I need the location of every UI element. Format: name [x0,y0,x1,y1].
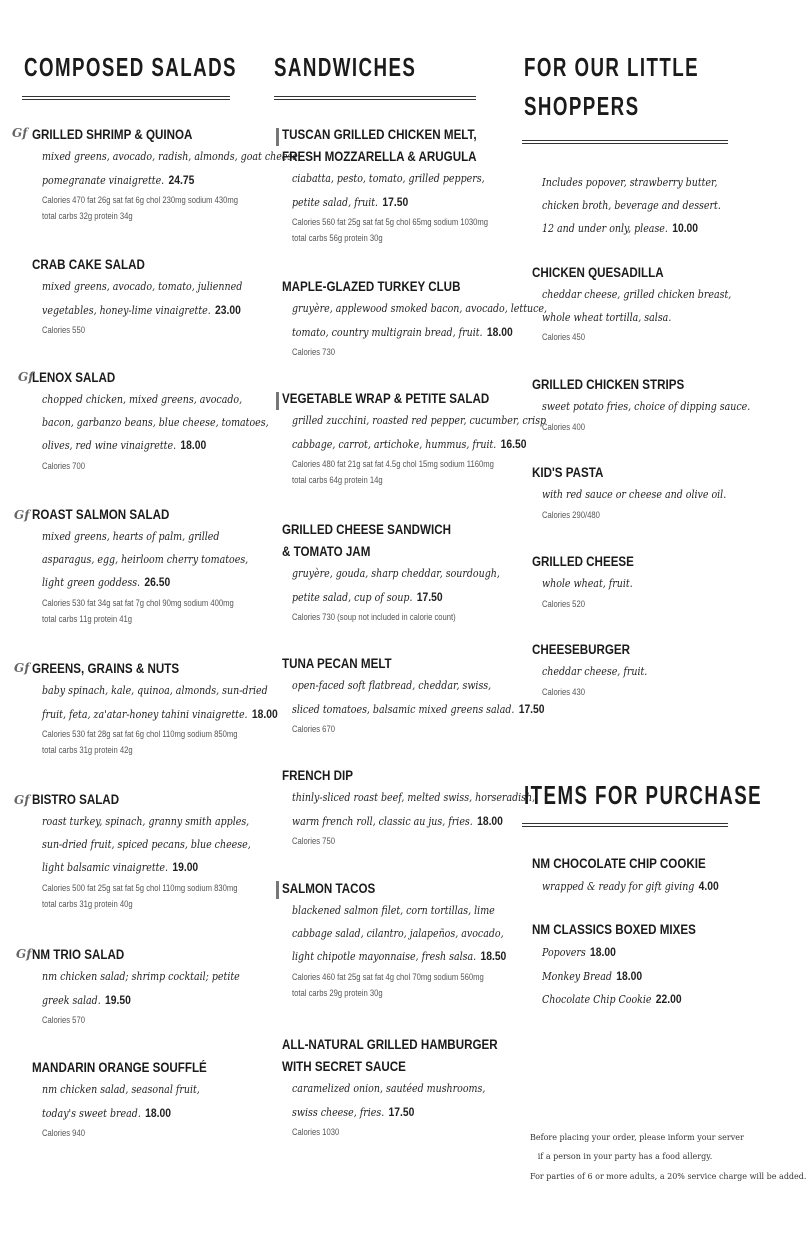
salads-rule [22,96,230,97]
menu-item [532,374,784,435]
item-nutrition: Calories 470 fat 26g sat fat 6g chol 230mg sodium 430mg [42,195,239,205]
item-desc: tomato, country multigrain bread, fruit. 18.00 [292,324,513,339]
item-nutrition: total carbs 11g protein 41g [42,613,133,624]
salads-heading: COMPOSED SALADS [24,52,237,82]
item-desc: cabbage, carrot, artichoke, hummus, fruit. 16.50 [292,436,527,451]
kids-heading: SHOPPERS [524,91,640,121]
menu-item [32,789,285,912]
gluten-free-icon: Gf [16,947,32,961]
item-price: 26.50 [144,575,171,589]
item-name: LENOX SALAD [32,370,116,385]
salads-rule-2 [22,99,230,100]
gluten-free-icon: Gf [14,508,30,522]
item-desc: light chipotle mayonnaise, fresh salsa. 18.50 [292,949,507,963]
item-nutrition: Calories 500 fat 25g sat fat 5g chol 110mg sodium 830mg [42,882,238,893]
item-desc: vegetables, honey-lime vinaigrette. 23.00 [42,302,241,317]
item-price: 18.00 [145,1105,171,1120]
sandwiches-rule [274,96,476,97]
item-price: 23.00 [215,302,241,317]
item-desc: sliced tomatoes, balsamic mixed greens salad. 17.50 [292,701,545,716]
item-price: 18.00 [590,945,616,959]
item-nutrition: total carbs 31g protein 42g [42,745,133,755]
item-price: 4.00 [698,879,719,893]
item-nutrition: Calories 480 fat 21g sat fat 4.5g chol 15mg sodium 1160mg [292,459,494,469]
item-nutrition: Calories 550 [42,325,85,335]
item-name: NM CLASSICS BOXED MIXES [532,922,696,937]
item-desc: olives, red wine vinaigrette. 18.00 [42,438,207,452]
item-desc: pomegranate vinaigrette. 24.75 [42,172,195,187]
menu-item [532,919,723,1012]
item-desc: grilled zucchini, roasted red pepper, cucumber, crisp [292,414,547,427]
item-desc: baby spinach, kale, quinoa, almonds, sun-dried [42,684,268,697]
item-name: TUNA PECAN MELT [282,656,392,671]
gluten-free-icon: Gf [14,661,30,675]
kids-intro-line: chicken broth, beverage and dessert. [542,198,721,212]
menu-item [282,1034,533,1140]
purchase-rule [522,823,728,824]
item-nutrition: Calories 460 fat 25g sat fat 4g chol 70mg sodium 560mg [292,971,484,982]
item-name: BISTRO SALAD [32,792,120,807]
menu-item [532,853,748,899]
item-name: MANDARIN ORANGE SOUFFLÉ [32,1060,207,1075]
item-name: GRILLED CHICKEN STRIPS [532,377,685,392]
item-nutrition: Calories 450 [542,332,585,342]
item-desc: nm chicken salad, seasonal fruit, [42,1083,200,1096]
item-name: WITH SECRET SAUCE [282,1059,406,1074]
item-name: ROAST SALMON SALAD [32,507,170,522]
item-nutrition: Calories 1030 [292,1127,340,1137]
item-nutrition: Calories 730 (soup not included in calorie count) [292,612,456,622]
item-name: VEGETABLE WRAP & PETITE SALAD [282,391,490,406]
item-desc: gruyère, applewood smoked bacon, avocado, lettuce, [292,302,548,315]
footer-line: Before placing your order, please inform your server [530,1133,744,1142]
item-desc: cabbage salad, cilantro, jalapeños, avocado, [292,926,504,940]
kids-heading: FOR OUR LITTLE [524,52,700,82]
item-price: 18.00 [180,438,207,452]
menu-item [532,262,762,345]
item-price: 24.75 [168,172,195,187]
item-desc: nm chicken salad; shrimp cocktail; petite [42,970,240,983]
item-desc: mixed greens, avocado, radish, almonds, goat cheese, [42,150,301,163]
item-desc: open-faced soft flatbread, cheddar, swiss, [292,679,492,692]
item-nutrition: Calories 750 [292,836,335,846]
item-name: CHICKEN QUESADILLA [532,265,664,280]
item-price: 16.50 [500,436,527,451]
item-desc: ciabatta, pesto, tomato, grilled peppers, [292,172,485,185]
item-name: TUSCAN GRILLED CHICKEN MELT, [282,127,477,142]
menu-item [32,658,316,758]
item-nutrition: Calories 400 [542,421,585,432]
item-desc: whole wheat, fruit. [542,577,633,590]
menu-item [532,462,756,523]
item-nutrition: Calories 530 fat 34g sat fat 7g chol 90mg sodium 400mg [42,597,234,608]
new-item-flag-icon [276,128,279,146]
item-nutrition: Calories 940 [42,1128,85,1138]
item-desc: asparagus, egg, heirloom cherry tomatoes, [42,552,249,566]
item-nutrition: Calories 290/480 [542,509,600,520]
item-desc: fruit, feta, za'atar-honey tahini vinaigrette. 18.00 [42,706,278,721]
menu-item [532,551,651,612]
menu-item [32,504,282,627]
item-price: 18.00 [486,324,513,339]
kids-rule-2 [522,143,728,144]
mix-item: Monkey Bread 18.00 [542,968,643,983]
footer-line: For parties of 6 or more adults, a 20% service charge will be added. [530,1172,806,1181]
item-nutrition: Calories 730 [292,347,335,357]
item-price: 19.00 [172,860,199,874]
item-desc: light green goddess. 26.50 [42,575,171,589]
kids-price: 10.00 [672,221,699,235]
item-name: SALMON TACOS [282,881,376,896]
item-name: FRENCH DIP [282,768,353,783]
item-desc: light balsamic vinaigrette. 19.00 [42,860,199,874]
item-desc: wrapped & ready for gift giving 4.00 [542,879,719,893]
item-desc: today's sweet bread. 18.00 [42,1105,171,1120]
item-desc: gruyère, gouda, sharp cheddar, sourdough, [292,567,500,580]
item-name: FRESH MOZZARELLA & ARUGULA [282,149,477,164]
item-desc: mixed greens, hearts of palm, grilled [42,530,220,543]
menu-item [32,944,272,1028]
item-price: 18.50 [480,949,507,963]
kids-intro [532,172,750,241]
item-price: 22.00 [655,992,682,1006]
item-desc: sun-dried fruit, spiced pecans, blue cheese, [42,837,251,851]
item-price: 17.50 [416,589,443,604]
item-nutrition: Calories 530 fat 28g sat fat 6g chol 110mg sodium 850mg [42,729,238,739]
item-desc: whole wheat tortilla, salsa. [542,310,672,324]
item-desc: petite salad, cup of soup. 17.50 [292,589,443,604]
sandwiches-rule-2 [274,99,476,100]
item-desc: blackened salmon filet, corn tortillas, lime [292,904,495,917]
menu-item [32,254,275,338]
kids-rule [522,140,728,141]
item-price: 18.00 [477,813,503,828]
item-desc: caramelized onion, sautéed mushrooms, [292,1082,486,1095]
footer-line: if a person in your party has a food allergy. [537,1152,713,1161]
purchase-rule-2 [522,826,728,827]
item-desc: petite salad, fruit. 17.50 [292,194,409,209]
item-desc: chopped chicken, mixed greens, avocado, [42,393,243,406]
menu-item [282,878,541,1001]
item-nutrition: total carbs 31g protein 40g [42,898,133,909]
item-price: 17.50 [382,194,409,209]
item-desc: with red sauce or cheese and olive oil. [542,488,727,501]
item-price: 18.00 [616,968,643,983]
item-name: GRILLED SHRIMP & QUINOA [32,127,193,142]
item-nutrition: total carbs 64g protein 14g [292,475,383,485]
item-name: CHEESEBURGER [532,642,631,657]
item-price: 18.00 [251,706,278,721]
item-price: 17.50 [518,701,545,716]
menu-item [532,639,664,700]
item-desc: bacon, garbanzo beans, blue cheese, tomatoes, [42,415,269,429]
item-desc: thinly-sliced roast beef, melted swiss, horseradish, [292,791,536,804]
item-desc: sweet potato fries, choice of dipping sauce. [542,400,751,413]
item-desc: cheddar cheese, grilled chicken breast, [542,288,732,301]
item-name: GRILLED CHEESE [532,554,634,569]
item-desc: greek salad. 19.50 [42,992,131,1007]
item-nutrition: Calories 520 [542,598,585,609]
sandwiches-heading: SANDWICHES [274,52,417,82]
item-nutrition: Calories 570 [42,1015,85,1025]
item-name: KID'S PASTA [532,465,604,480]
mix-item: Popovers 18.00 [542,945,616,959]
kids-intro-line: 12 and under only, please. 10.00 [542,221,699,235]
menu-item [282,519,534,625]
item-price: 17.50 [388,1104,415,1119]
item-name: NM TRIO SALAD [32,947,125,962]
gluten-free-icon: Gf [18,370,34,384]
item-desc: mixed greens, avocado, tomato, julienned [42,280,243,293]
item-name: & TOMATO JAM [282,544,371,559]
item-desc: roast turkey, spinach, granny smith apples, [42,815,250,828]
item-name: GREENS, GRAINS & NUTS [32,661,180,676]
menu-item [282,124,523,246]
item-name: MAPLE-GLAZED TURKEY CLUB [282,279,461,294]
item-name: ALL-NATURAL GRILLED HAMBURGER [282,1037,498,1052]
item-nutrition: Calories 670 [292,724,335,734]
item-name: CRAB CAKE SALAD [32,257,145,272]
gluten-free-icon: Gf [12,126,28,140]
purchase-heading: ITEMS FOR PURCHASE [524,780,763,810]
new-item-flag-icon [276,392,279,410]
mix-item: Chocolate Chip Cookie 22.00 [542,992,682,1006]
item-nutrition: Calories 700 [42,460,85,471]
item-name: GRILLED CHEESE SANDWICH [282,522,452,537]
item-price: 19.50 [105,992,131,1007]
item-desc: warm french roll, classic au jus, fries. 18.00 [292,813,503,828]
item-nutrition: Calories 560 fat 25g sat fat 5g chol 65mg sodium 1030mg [292,217,489,227]
menu-item [32,1057,235,1141]
item-name: NM CHOCOLATE CHIP COOKIE [532,856,706,871]
item-desc: swiss cheese, fries. 17.50 [292,1104,415,1119]
gluten-free-icon: Gf [14,793,30,807]
item-nutrition: total carbs 56g protein 30g [292,233,383,243]
item-nutrition: total carbs 32g protein 34g [42,211,133,221]
item-desc: cheddar cheese, fruit. [542,665,648,678]
item-nutrition: Calories 430 [542,686,585,697]
new-item-flag-icon [276,881,279,899]
menu-item [32,367,306,474]
item-nutrition: total carbs 29g protein 30g [292,987,383,998]
kids-intro-line: Includes popover, strawberry butter, [542,176,718,189]
